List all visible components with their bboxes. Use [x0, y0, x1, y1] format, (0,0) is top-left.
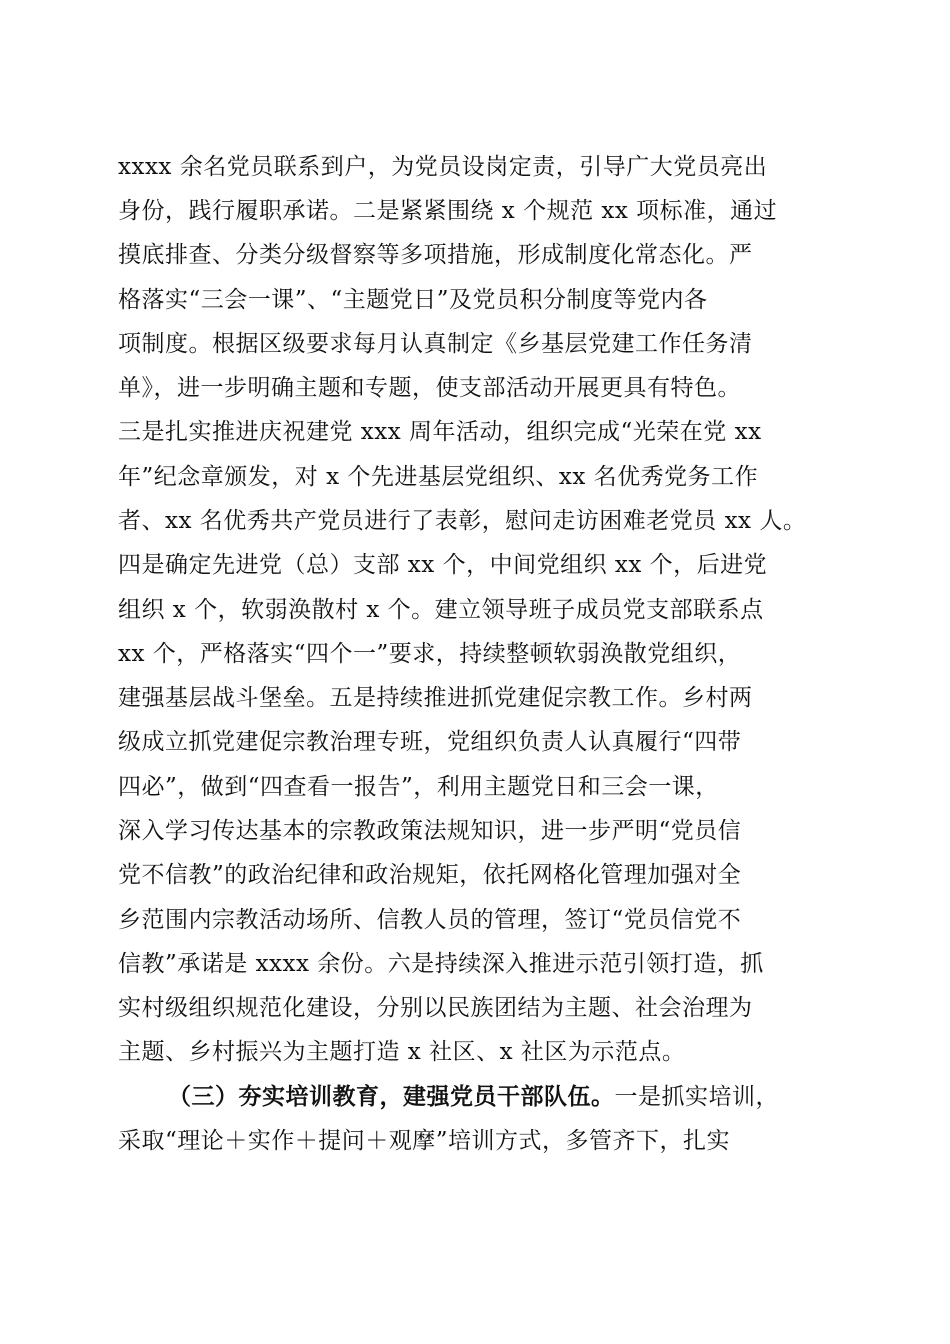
section-3-heading: （三）夯实培训教育，建强党员干部队伍。	[168, 1083, 615, 1110]
body-line-13: 建强基层战斗堡垒。五是持续推进抓党建促宗教工作。乡村两	[118, 685, 753, 711]
body-line-18: 乡范围内宗教活动场所、信教人员的管理，签订“党员信党不	[118, 907, 742, 933]
body-line-10: 四是确定先进党（总）支部 xx 个，中间党组织 xx 个，后进党	[118, 552, 768, 578]
body-line-20: 实村级组织规范化建设，分别以民族团结为主题、社会治理为	[118, 995, 753, 1021]
section-3-line-2: 采取“理论＋实作＋提问＋观摩”培训方式，多管齐下，扎实	[118, 1128, 731, 1154]
body-line-6: 单》，进一步明确主题和专题，使支部活动开展更具有特色。	[118, 375, 741, 401]
body-line-21: 主题、乡村振兴为主题打造 x 社区、x 社区为示范点。	[118, 1039, 686, 1065]
body-line-7: 三是扎实推进庆祝建党 xxx 周年活动，组织完成“光荣在党 xx	[118, 419, 762, 445]
body-line-1: xxxx 余名党员联系到户，为党员设岗定责，引导广大党员亮出	[118, 154, 768, 180]
body-line-8: 年”纪念章颁发，对 x 个先进基层党组织、xx 名优秀党务工作	[118, 464, 759, 490]
body-line-17: 党不信教”的政治纪律和政治规矩，依托网格化管理加强对全	[118, 862, 742, 888]
body-line-15: 四必”，做到“四查看一报告”，利用主题党日和三会一课，	[118, 774, 719, 800]
body-line-12: xx 个，严格落实“四个一”要求，持续整顿软弱涣散党组织，	[118, 641, 742, 667]
body-line-19: 信教”承诺是 xxxx 余份。六是持续深入推进示范引领打造，抓	[118, 951, 764, 977]
section-3-first-line	[168, 1075, 833, 1119]
body-line-4: 格落实“三会一课”、“主题党日”及党员积分制度等党内各	[118, 287, 708, 313]
body-line-5: 项制度。根据区级要求每月认真制定《乡基层党建工作任务清	[118, 331, 753, 357]
body-line-11: 组织 x 个，软弱涣散村 x 个。建立领导班子成员党支部联系点	[118, 597, 764, 623]
body-line-16: 深入学习传达基本的宗教政策法规知识，进一步严明“党员信	[118, 818, 742, 844]
body-line-9: 者、xx 名优秀共产党员进行了表彰，慰问走访困难老党员 xx 人。	[118, 508, 807, 534]
body-line-3: 摸底排查、分类分级督察等多项措施，形成制度化常态化。严	[118, 242, 753, 268]
body-line-2: 身份，践行履职承诺。二是紧紧围绕 x 个规范 xx 项标准，通过	[118, 198, 778, 224]
body-line-14: 级成立抓党建促宗教治理专班，党组织负责人认真履行“四带	[118, 729, 742, 755]
section-3-text-start: 一是抓实培训，	[614, 1084, 779, 1110]
